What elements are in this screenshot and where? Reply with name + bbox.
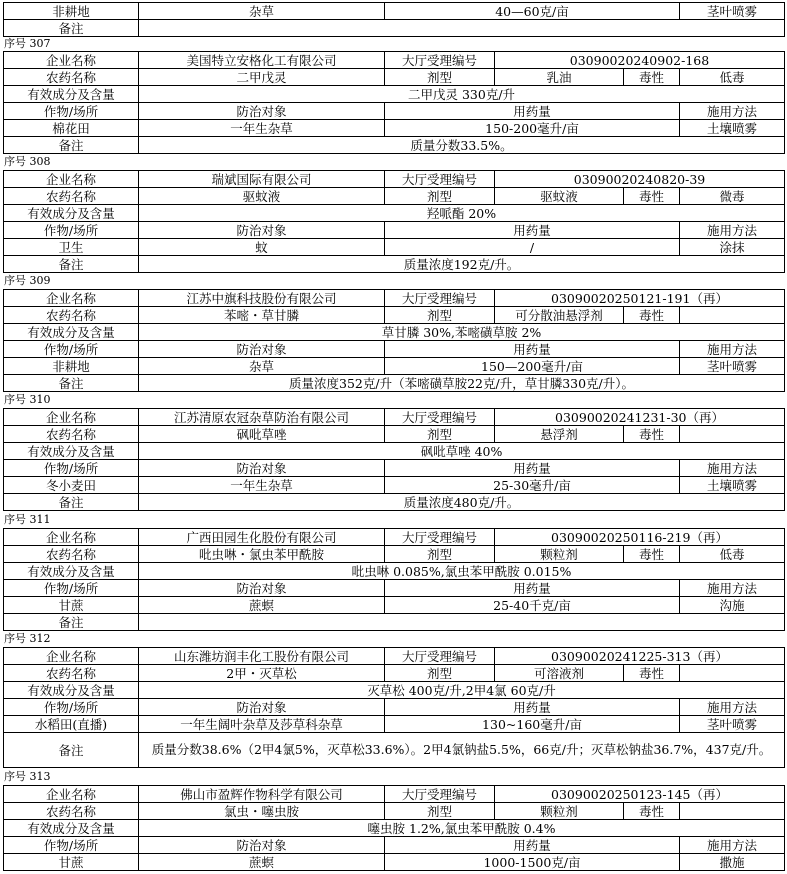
seq-number: 310: [29, 393, 51, 406]
hall-no-label: 大厅受理编号: [385, 529, 495, 546]
method-label: 施用方法: [680, 837, 785, 854]
pesticide-name: 二甲戊灵: [139, 69, 385, 86]
formulation: 颗粒剂: [495, 546, 624, 563]
hall-no-label: 大厅受理编号: [385, 171, 495, 188]
company-label: 企业名称: [4, 171, 139, 188]
crop-cell: 甘蔗: [4, 597, 139, 614]
dosage-label: 用药量: [385, 460, 680, 477]
record-table: [3, 289, 785, 392]
seq-label: 序号: [4, 37, 26, 50]
company-label: 企业名称: [4, 786, 139, 803]
pesticide-name: 吡虫啉・氯虫苯甲酰胺: [139, 546, 385, 563]
usage-row: [4, 358, 785, 375]
target-cell: 蚊: [139, 239, 385, 256]
usage-header-row: [4, 837, 785, 854]
crop-label: 作物/场所: [4, 837, 139, 854]
company-name: 佛山市盈辉作物科学有限公司: [139, 786, 385, 803]
crop-label: 作物/场所: [4, 222, 139, 239]
hall-no: 03090020241225-313（再）: [495, 648, 785, 665]
remark-row: [4, 614, 785, 631]
target-label: 防治对象: [139, 341, 385, 358]
ingredients-label: 有效成分及含量: [4, 682, 139, 699]
ingredients-row: [4, 682, 785, 699]
target-label: 防治对象: [139, 103, 385, 120]
pesticide-label: 农药名称: [4, 803, 139, 820]
target-cell: 杂草: [139, 358, 385, 375]
dosage-cell: 150—200毫升/亩: [385, 358, 680, 375]
formulation: 乳油: [495, 69, 624, 86]
hall-no: 03090020240820-39: [495, 171, 785, 188]
method-label: 施用方法: [680, 699, 785, 716]
pesticide-row: [4, 546, 785, 563]
pesticide-row: [4, 665, 785, 682]
ingredients-row: [4, 563, 785, 580]
company-row: [4, 529, 785, 546]
hall-no-label: 大厅受理编号: [385, 786, 495, 803]
pesticide-label: 农药名称: [4, 546, 139, 563]
formulation-label: 剂型: [385, 426, 495, 443]
seq-label: 序号: [4, 155, 26, 168]
remark-cell: [139, 614, 785, 631]
pesticide-row: [4, 307, 785, 324]
target-label: 防治对象: [139, 837, 385, 854]
formulation-label: 剂型: [385, 546, 495, 563]
seq-label: 序号: [4, 513, 26, 526]
pesticide-name: 砜吡草唑: [139, 426, 385, 443]
pesticide-label: 农药名称: [4, 188, 139, 205]
pesticide-name: 氯虫・噻虫胺: [139, 803, 385, 820]
seq-label: 序号: [4, 770, 26, 783]
method-cell: 茎叶喷雾: [680, 3, 785, 20]
crop-cell: 卫生: [4, 239, 139, 256]
pesticide-row: [4, 69, 785, 86]
company-label: 企业名称: [4, 290, 139, 307]
hall-no-label: 大厅受理编号: [385, 52, 495, 69]
method-label: 施用方法: [680, 460, 785, 477]
seq-label: 序号: [4, 393, 26, 406]
toxicity-label: 毒性: [624, 803, 680, 820]
seq-number: 311: [29, 513, 51, 526]
method-label: 施用方法: [680, 341, 785, 358]
pesticide-label: 农药名称: [4, 69, 139, 86]
remark-row: [4, 20, 785, 37]
formulation-label: 剂型: [385, 307, 495, 324]
toxicity-label: 毒性: [624, 546, 680, 563]
record-seq: [4, 393, 51, 407]
hall-no: 03090020250116-219（再）: [495, 529, 785, 546]
hall-no: 03090020250123-145（再）: [495, 786, 785, 803]
ingredients-label: 有效成分及含量: [4, 86, 139, 103]
seq-number: 313: [29, 770, 51, 783]
method-cell: 土壤喷雾: [680, 120, 785, 137]
record-table: [3, 785, 785, 871]
toxicity: [680, 803, 785, 820]
remark-cell: 质量浓度192克/升。: [139, 256, 785, 273]
crop-cell: 棉花田: [4, 120, 139, 137]
record-table: [3, 408, 785, 511]
ingredients: 灭草松 400克/升,2甲4氯 60克/升: [139, 682, 785, 699]
company-label: 企业名称: [4, 648, 139, 665]
company-row: [4, 171, 785, 188]
dosage-cell: 150-200毫升/亩: [385, 120, 680, 137]
remark-cell: [139, 20, 785, 37]
ingredients: 吡虫啉 0.085%,氯虫苯甲酰胺 0.015%: [139, 563, 785, 580]
toxicity-label: 毒性: [624, 69, 680, 86]
company-row: [4, 786, 785, 803]
formulation: 驱蚊液: [495, 188, 624, 205]
remark-label: 备注: [4, 375, 139, 392]
usage-row: [4, 854, 785, 871]
toxicity: 低毒: [680, 546, 785, 563]
remark-cell: 质量浓度480克/升。: [139, 494, 785, 511]
remark-row: [4, 733, 785, 768]
pesticide-name: 驱蚊液: [139, 188, 385, 205]
method-label: 施用方法: [680, 103, 785, 120]
method-cell: 撒施: [680, 854, 785, 871]
ingredients-label: 有效成分及含量: [4, 443, 139, 460]
pesticide-name: 苯嘧・草甘膦: [139, 307, 385, 324]
toxicity-label: 毒性: [624, 426, 680, 443]
dosage-cell: 25-30毫升/亩: [385, 477, 680, 494]
seq-label: 序号: [4, 274, 26, 287]
remark-label: 备注: [4, 733, 139, 768]
toxicity: [680, 426, 785, 443]
company-label: 企业名称: [4, 409, 139, 426]
company-name: 江苏中旗科技股份有限公司: [139, 290, 385, 307]
target-cell: 一年生杂草: [139, 477, 385, 494]
seq-number: 307: [29, 37, 51, 50]
ingredients: 羟哌酯 20%: [139, 205, 785, 222]
dosage-cell: 130~160毫升/亩: [385, 716, 680, 733]
dosage-label: 用药量: [385, 103, 680, 120]
crop-cell: 非耕地: [4, 358, 139, 375]
usage-row: [4, 3, 785, 20]
company-label: 企业名称: [4, 529, 139, 546]
usage-row: [4, 597, 785, 614]
remark-row: [4, 494, 785, 511]
record-table: [3, 647, 785, 768]
crop-label: 作物/场所: [4, 341, 139, 358]
ingredients-row: [4, 205, 785, 222]
hall-no-label: 大厅受理编号: [385, 648, 495, 665]
target-cell: 蔗螟: [139, 854, 385, 871]
record-seq: [4, 274, 51, 288]
remark-label: 备注: [4, 20, 139, 37]
pesticide-label: 农药名称: [4, 665, 139, 682]
usage-row: [4, 239, 785, 256]
remark-label: 备注: [4, 614, 139, 631]
record-table-prev: [3, 2, 785, 37]
method-label: 施用方法: [680, 222, 785, 239]
formulation-label: 剂型: [385, 188, 495, 205]
company-row: [4, 52, 785, 69]
company-row: [4, 290, 785, 307]
company-name: 广西田园生化股份有限公司: [139, 529, 385, 546]
remark-cell: 质量浓度352克/升（苯嘧磺草胺22克/升，草甘膦330克/升）。: [139, 375, 785, 392]
remark-cell: 质量分数33.5%。: [139, 137, 785, 154]
company-name: 美国特立安格化工有限公司: [139, 52, 385, 69]
seq-number: 312: [29, 632, 51, 645]
method-cell: 土壤喷雾: [680, 477, 785, 494]
ingredients-row: [4, 324, 785, 341]
toxicity: [680, 665, 785, 682]
ingredients-row: [4, 86, 785, 103]
pesticide-label: 农药名称: [4, 426, 139, 443]
remark-cell: 质量分数38.6%（2甲4氯5%，灭草松33.6%）。2甲4氯钠盐5.5%，66克/升；灭草松钠盐36.7%，437克/升。: [139, 733, 785, 768]
target-cell: 蔗螟: [139, 597, 385, 614]
remark-label: 备注: [4, 256, 139, 273]
remark-label: 备注: [4, 137, 139, 154]
hall-no-label: 大厅受理编号: [385, 409, 495, 426]
toxicity-label: 毒性: [624, 307, 680, 324]
target-cell: 一年生阔叶杂草及莎草科杂草: [139, 716, 385, 733]
usage-row: [4, 120, 785, 137]
target-cell: 一年生杂草: [139, 120, 385, 137]
toxicity-label: 毒性: [624, 188, 680, 205]
toxicity: 微毒: [680, 188, 785, 205]
remark-row: [4, 256, 785, 273]
seq-label: 序号: [4, 632, 26, 645]
hall-no: 03090020250121-191（再）: [495, 290, 785, 307]
pesticide-row: [4, 188, 785, 205]
method-cell: 茎叶喷雾: [680, 716, 785, 733]
pesticide-label: 农药名称: [4, 307, 139, 324]
target-label: 防治对象: [139, 460, 385, 477]
ingredients-label: 有效成分及含量: [4, 563, 139, 580]
remark-label: 备注: [4, 494, 139, 511]
toxicity-label: 毒性: [624, 665, 680, 682]
company-row: [4, 409, 785, 426]
toxicity: 低毒: [680, 69, 785, 86]
record-seq: [4, 37, 51, 51]
crop-label: 作物/场所: [4, 103, 139, 120]
crop-label: 作物/场所: [4, 580, 139, 597]
ingredients-row: [4, 443, 785, 460]
remark-row: [4, 375, 785, 392]
ingredients-row: [4, 820, 785, 837]
dosage-label: 用药量: [385, 222, 680, 239]
formulation: 可溶液剂: [495, 665, 624, 682]
pesticide-row: [4, 426, 785, 443]
record-table: [3, 528, 785, 631]
target-label: 防治对象: [139, 580, 385, 597]
usage-row: [4, 477, 785, 494]
dosage-label: 用药量: [385, 837, 680, 854]
ingredients: 噻虫胺 1.2%,氯虫苯甲酰胺 0.4%: [139, 820, 785, 837]
seq-number: 309: [29, 274, 51, 287]
hall-no-label: 大厅受理编号: [385, 290, 495, 307]
ingredients: 砜吡草唑 40%: [139, 443, 785, 460]
formulation: 悬浮剂: [495, 426, 624, 443]
ingredients: 二甲戊灵 330克/升: [139, 86, 785, 103]
hall-no: 03090020240902-168: [495, 52, 785, 69]
ingredients-label: 有效成分及含量: [4, 820, 139, 837]
method-cell: 茎叶喷雾: [680, 358, 785, 375]
formulation-label: 剂型: [385, 665, 495, 682]
hall-no: 03090020241231-30（再）: [495, 409, 785, 426]
crop-label: 作物/场所: [4, 460, 139, 477]
dosage-cell: 40—60克/亩: [385, 3, 680, 20]
record-seq: [4, 155, 51, 169]
ingredients: 草甘膦 30%,苯嘧磺草胺 2%: [139, 324, 785, 341]
usage-header-row: [4, 460, 785, 477]
company-name: 江苏清原农冠杂草防治有限公司: [139, 409, 385, 426]
formulation-label: 剂型: [385, 69, 495, 86]
ingredients-label: 有效成分及含量: [4, 205, 139, 222]
crop-label: 作物/场所: [4, 699, 139, 716]
pesticide-name: 2甲・灭草松: [139, 665, 385, 682]
remark-row: [4, 137, 785, 154]
crop-cell: 水稻田(直播): [4, 716, 139, 733]
crop-cell: 甘蔗: [4, 854, 139, 871]
formulation-label: 剂型: [385, 803, 495, 820]
dosage-label: 用药量: [385, 699, 680, 716]
pesticide-row: [4, 803, 785, 820]
formulation: 颗粒剂: [495, 803, 624, 820]
seq-number: 308: [29, 155, 51, 168]
company-name: 瑞斌国际有限公司: [139, 171, 385, 188]
target-cell: 杂草: [139, 3, 385, 20]
target-label: 防治对象: [139, 699, 385, 716]
usage-header-row: [4, 341, 785, 358]
usage-header-row: [4, 103, 785, 120]
formulation: 可分散油悬浮剂: [495, 307, 624, 324]
record-seq: [4, 513, 51, 527]
record-seq: [4, 770, 51, 784]
usage-header-row: [4, 222, 785, 239]
dosage-label: 用药量: [385, 580, 680, 597]
method-cell: 沟施: [680, 597, 785, 614]
dosage-cell: 1000-1500克/亩: [385, 854, 680, 871]
company-row: [4, 648, 785, 665]
method-cell: 涂抹: [680, 239, 785, 256]
dosage-label: 用药量: [385, 341, 680, 358]
crop-cell: 冬小麦田: [4, 477, 139, 494]
dosage-cell: 25-40千克/亩: [385, 597, 680, 614]
crop-cell: 非耕地: [4, 3, 139, 20]
record-table: [3, 170, 785, 273]
record-seq: [4, 632, 51, 646]
usage-row: [4, 716, 785, 733]
company-label: 企业名称: [4, 52, 139, 69]
target-label: 防治对象: [139, 222, 385, 239]
company-name: 山东潍坊润丰化工股份有限公司: [139, 648, 385, 665]
method-label: 施用方法: [680, 580, 785, 597]
usage-header-row: [4, 699, 785, 716]
toxicity: [680, 307, 785, 324]
ingredients-label: 有效成分及含量: [4, 324, 139, 341]
record-table: [3, 51, 785, 154]
usage-header-row: [4, 580, 785, 597]
dosage-cell: /: [385, 239, 680, 256]
